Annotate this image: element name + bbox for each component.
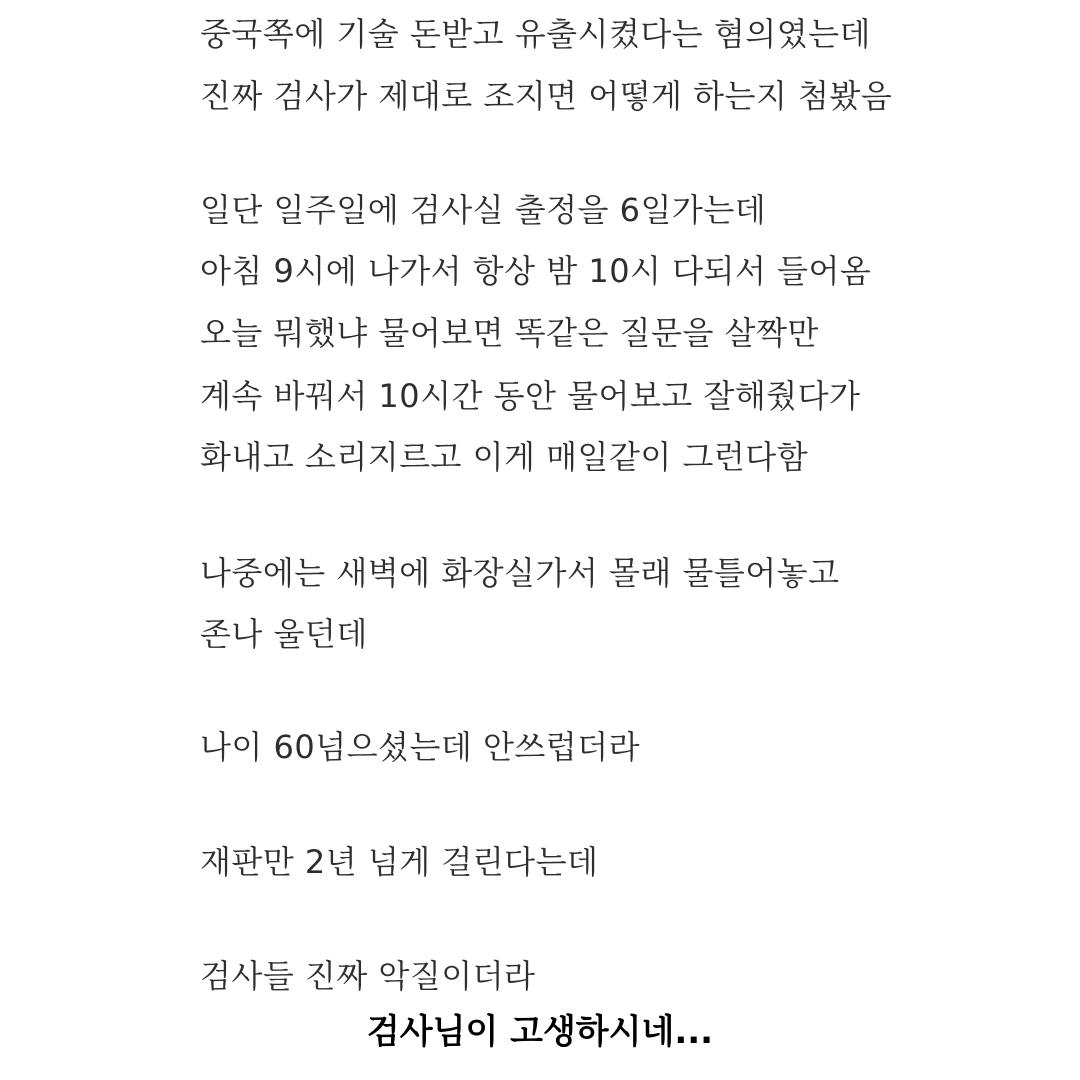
post-line: 아침 9시에 나가서 항상 밤 10시 다되서 들어옴 (200, 252, 872, 290)
post-line: 중국쪽에 기술 돈받고 유출시켰다는 혐의였는데 (200, 15, 871, 53)
post-line: 재판만 2년 넘게 걸린다는데 (200, 843, 599, 881)
post-line: 일단 일주일에 검사실 출정을 6일가는데 (200, 191, 767, 229)
post-line: 나이 60넘으셨는데 안쓰럽더라 (200, 728, 641, 766)
post-line: 진짜 검사가 제대로 조지면 어떻게 하는지 첨봤음 (200, 77, 893, 115)
post-line: 검사들 진짜 악질이더라 (200, 957, 536, 995)
post-line: 화내고 소리지르고 이게 매일같이 그런다함 (200, 438, 809, 476)
post-line: 나중에는 새벽에 화장실가서 몰래 물틀어놓고 (200, 554, 840, 592)
post-line: 계속 바꿔서 10시간 동안 물어보고 잘해줬다가 (200, 377, 861, 415)
caption-text: 검사님이 고생하시네... (366, 1012, 714, 1052)
post-line: 오늘 뭐했냐 물어보면 똑같은 질문을 살짝만 (200, 314, 819, 352)
post-line: 존나 울던데 (200, 615, 368, 653)
